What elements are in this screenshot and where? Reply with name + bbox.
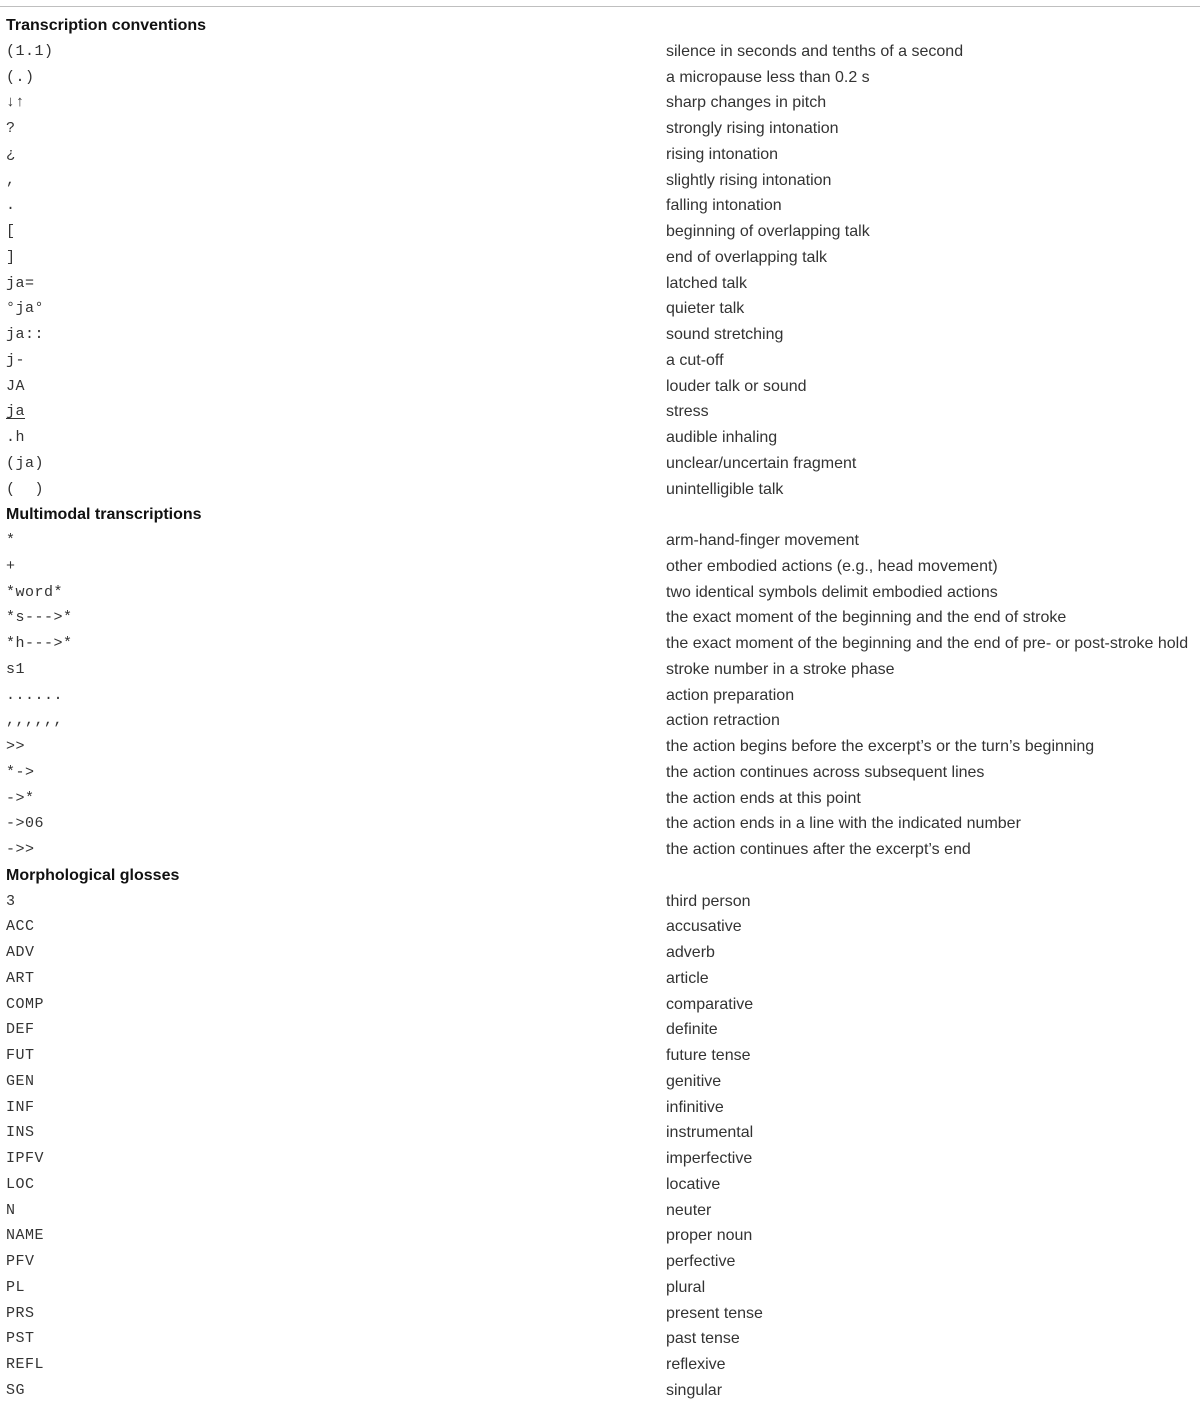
- table-row: [0, 1095, 1200, 1121]
- symbol-cell: NAME: [6, 1227, 45, 1245]
- symbol-cell: ja::: [6, 326, 45, 343]
- symbol-cell: PFV: [6, 1253, 35, 1270]
- conventions-table: [0, 13, 1200, 1404]
- meaning-cell: the action ends at this point: [666, 789, 861, 807]
- table-row: [0, 657, 1200, 683]
- table-row: [0, 65, 1200, 91]
- symbol-cell: GEN: [6, 1072, 35, 1090]
- table-row: [0, 580, 1200, 606]
- symbol-cell: ACC: [6, 918, 35, 936]
- table-row: [0, 1120, 1200, 1146]
- symbol-cell: ja=: [6, 274, 35, 292]
- meaning-cell: locative: [666, 1175, 721, 1193]
- table-row: [0, 1017, 1200, 1043]
- meaning-cell: the action continues after the excerpt’s end: [666, 841, 971, 858]
- meaning-cell: accusative: [666, 918, 742, 936]
- table-row: [0, 631, 1200, 657]
- meaning-cell: sound stretching: [666, 326, 784, 343]
- table-row: [0, 219, 1200, 245]
- meaning-cell: definite: [666, 1021, 718, 1039]
- meaning-cell: reflexive: [666, 1356, 726, 1373]
- meaning-cell: action retraction: [666, 712, 780, 730]
- meaning-cell: silence in seconds and tenths of a second: [666, 42, 964, 60]
- table-row: [0, 605, 1200, 631]
- meaning-cell: the action begins before the excerpt’s or the turn’s beginning: [666, 738, 1095, 755]
- meaning-cell: other embodied actions (e.g., head movement): [666, 557, 998, 575]
- meaning-cell: stroke number in a stroke phase: [666, 660, 895, 678]
- symbol-cell: [: [6, 223, 16, 240]
- meaning-cell: stress: [666, 403, 709, 421]
- meaning-cell: action preparation: [666, 686, 795, 704]
- table-row: [0, 940, 1200, 966]
- meaning-cell: unclear/uncertain fragment: [666, 454, 857, 472]
- meaning-cell: present tense: [666, 1304, 763, 1322]
- meaning-cell: infinitive: [666, 1098, 724, 1116]
- table-row: [0, 451, 1200, 477]
- meaning-cell: audible inhaling: [666, 429, 778, 446]
- table-row: [0, 116, 1200, 142]
- meaning-cell: rising intonation: [666, 145, 779, 163]
- table-row: [0, 708, 1200, 734]
- symbol-cell: REFL: [6, 1356, 45, 1373]
- table-row: [0, 1378, 1200, 1404]
- meaning-cell: comparative: [666, 995, 754, 1013]
- symbol-cell: *->: [6, 763, 35, 781]
- symbol-cell: ......: [6, 686, 64, 704]
- table-row: [0, 193, 1200, 219]
- symbol-cell: *h--->*: [6, 635, 73, 652]
- table-row: [0, 1146, 1200, 1172]
- table-row: [0, 245, 1200, 271]
- table-row: [0, 296, 1200, 322]
- table-row: [0, 992, 1200, 1018]
- symbol-cell: INS: [6, 1124, 35, 1142]
- table-row: [0, 1249, 1200, 1275]
- table-row: [0, 348, 1200, 374]
- symbol-cell: ]: [6, 248, 16, 266]
- table-row: [0, 528, 1200, 554]
- meaning-cell: imperfective: [666, 1150, 753, 1167]
- table-row: [0, 322, 1200, 348]
- meaning-cell: perfective: [666, 1253, 736, 1270]
- table-row: [0, 811, 1200, 837]
- symbol-cell: JA: [6, 377, 26, 395]
- symbol-cell: ,: [6, 171, 16, 189]
- symbol-cell: (.): [6, 68, 35, 86]
- table-row: [0, 1352, 1200, 1378]
- symbol-cell: .h: [6, 429, 26, 446]
- top-rule: [0, 6, 1200, 7]
- meaning-cell: the exact moment of the beginning and the end of pre- or post-stroke hold: [666, 635, 1189, 652]
- meaning-cell: latched talk: [666, 274, 747, 292]
- meaning-cell: the action continues across subsequent lines: [666, 763, 985, 781]
- symbol-cell: (1.1): [6, 42, 54, 60]
- meaning-cell: end of overlapping talk: [666, 248, 827, 266]
- table-row: [0, 889, 1200, 915]
- symbol-cell: ↓↑: [6, 94, 26, 112]
- table-row: [0, 554, 1200, 580]
- symbol-cell: PL: [6, 1278, 26, 1296]
- table-row: [0, 1223, 1200, 1249]
- table-row: [0, 374, 1200, 400]
- symbol-cell: FUT: [6, 1047, 35, 1064]
- symbol-cell: >>: [6, 738, 26, 755]
- meaning-cell: adverb: [666, 944, 715, 961]
- symbol-cell: j-: [6, 351, 26, 369]
- symbol-cell: LOC: [6, 1175, 35, 1193]
- section-heading: Morphological glosses: [6, 866, 180, 884]
- table-row: [0, 683, 1200, 709]
- symbol-cell: SG: [6, 1381, 26, 1399]
- table-row: [0, 760, 1200, 786]
- section-heading: Transcription conventions: [6, 17, 207, 34]
- meaning-cell: article: [666, 969, 709, 987]
- symbol-cell: .: [6, 197, 16, 215]
- table-row: [0, 477, 1200, 503]
- meaning-cell: beginning of overlapping talk: [666, 223, 870, 240]
- table-row: [0, 966, 1200, 992]
- table-row: [0, 1326, 1200, 1352]
- symbol-cell: (ja): [6, 454, 45, 472]
- symbol-cell: COMP: [6, 995, 45, 1013]
- table-row: [0, 837, 1200, 863]
- table-row: [0, 1172, 1200, 1198]
- symbol-cell: N: [6, 1201, 16, 1219]
- table-row: [0, 142, 1200, 168]
- meaning-cell: arm-hand-finger movement: [666, 532, 859, 549]
- meaning-cell: unintelligible talk: [666, 480, 784, 498]
- meaning-cell: the exact moment of the beginning and the end of stroke: [666, 609, 1067, 627]
- symbol-cell: ART: [6, 969, 35, 987]
- meaning-cell: neuter: [666, 1201, 712, 1219]
- symbol-cell: *: [6, 532, 16, 549]
- meaning-cell: falling intonation: [666, 197, 782, 215]
- meaning-cell: strongly rising intonation: [666, 120, 839, 137]
- symbol-cell: DEF: [6, 1021, 35, 1039]
- symbol-cell: °ja°: [6, 300, 45, 318]
- meaning-cell: a cut-off: [666, 351, 724, 369]
- meaning-cell: plural: [666, 1278, 706, 1296]
- symbol-cell: ( ): [6, 480, 45, 498]
- meaning-cell: two identical symbols delimit embodied actions: [666, 583, 998, 601]
- table-row: [0, 271, 1200, 297]
- table-row: [0, 90, 1200, 116]
- symbol-cell: ?: [6, 120, 16, 137]
- meaning-cell: singular: [666, 1381, 723, 1399]
- symbol-cell: ->*: [6, 789, 35, 807]
- table-row: [0, 786, 1200, 812]
- symbol-cell: ADV: [6, 944, 35, 961]
- symbol-cell: 3: [6, 892, 16, 910]
- table-row: [0, 425, 1200, 451]
- symbol-cell: ,,,,,,: [6, 712, 64, 730]
- meaning-cell: slightly rising intonation: [666, 171, 832, 189]
- symbol-cell: INF: [6, 1098, 35, 1116]
- meaning-cell: future tense: [666, 1047, 751, 1064]
- symbol-cell: IPFV: [6, 1150, 45, 1167]
- meaning-cell: genitive: [666, 1072, 722, 1090]
- table-row: [0, 399, 1200, 425]
- symbol-cell: s1: [6, 660, 26, 678]
- meaning-cell: quieter talk: [666, 300, 745, 318]
- symbol-cell: PRS: [6, 1304, 35, 1322]
- table-row: [0, 1198, 1200, 1224]
- table-row: [0, 1301, 1200, 1327]
- table-row: [0, 734, 1200, 760]
- meaning-cell: the action ends in a line with the indicated number: [666, 815, 1021, 833]
- symbol-cell: *s--->*: [6, 609, 73, 627]
- meaning-cell: proper noun: [666, 1227, 753, 1245]
- table-row: [0, 168, 1200, 194]
- section-heading: Multimodal transcriptions: [6, 506, 202, 524]
- symbol-cell: ja: [6, 403, 26, 421]
- table-row: [0, 914, 1200, 940]
- symbol-cell: ->>: [6, 841, 35, 858]
- symbol-cell: ¿: [6, 145, 16, 163]
- meaning-cell: third person: [666, 892, 751, 910]
- meaning-cell: sharp changes in pitch: [666, 94, 827, 112]
- symbol-cell: ->06: [6, 815, 45, 833]
- meaning-cell: louder talk or sound: [666, 377, 807, 395]
- table-row: [0, 1043, 1200, 1069]
- meaning-cell: instrumental: [666, 1124, 754, 1142]
- symbol-cell: +: [6, 557, 16, 575]
- meaning-cell: a micropause less than 0.2 s: [666, 68, 870, 86]
- table-row: [0, 39, 1200, 65]
- symbol-cell: *word*: [6, 583, 64, 601]
- table-row: [0, 1275, 1200, 1301]
- table-row: [0, 1069, 1200, 1095]
- symbol-cell: PST: [6, 1330, 35, 1348]
- meaning-cell: past tense: [666, 1330, 740, 1348]
